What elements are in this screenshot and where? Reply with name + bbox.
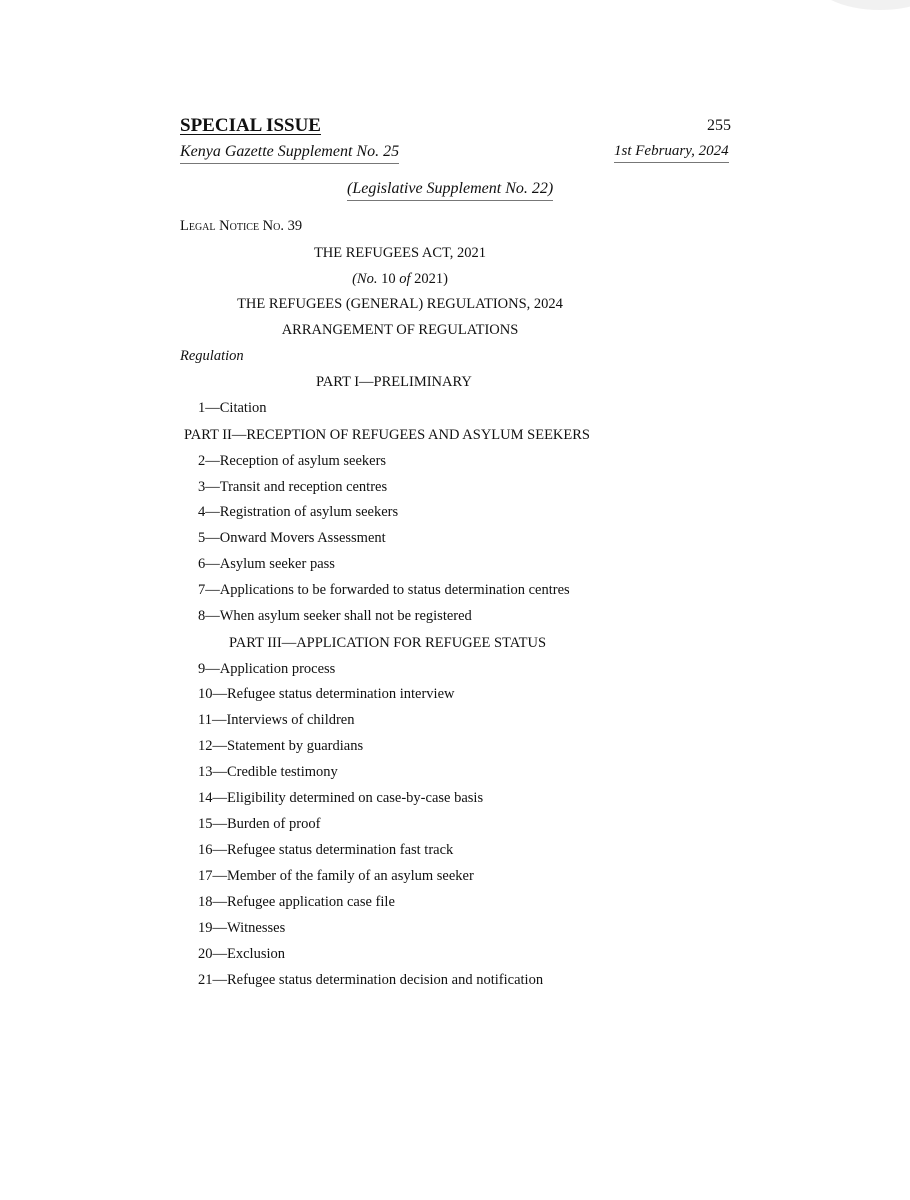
toc-item: 18—Refugee application case file (198, 894, 395, 910)
act-number-of: of (399, 271, 411, 287)
page-number: 255 (707, 117, 731, 134)
act-title: THE REFUGEES ACT, 2021 (313, 245, 487, 261)
act-number-value: 10 (381, 271, 396, 287)
toc-item: 12—Statement by guardians (198, 738, 364, 754)
toc-item: 1—Citation (198, 400, 267, 416)
regulations-title: THE REFUGEES (GENERAL) REGULATIONS, 2024 (237, 296, 563, 312)
toc-item: 14—Eligibility determined on case-by-case basis (198, 790, 484, 806)
legal-notice-number: 39 (287, 218, 303, 234)
gazette-supplement-line: Kenya Gazette Supplement No. 25 (180, 143, 399, 164)
act-number (180, 271, 620, 288)
publication-date: 1st February, 2024 (614, 143, 729, 163)
toc-item: 20—Exclusion (198, 946, 285, 962)
toc-item: 21—Refugee status determination decision and notification (198, 972, 544, 988)
toc-item: 2—Reception of asylum seekers (198, 453, 387, 469)
part-heading-1: PART I—PRELIMINARY (316, 374, 472, 390)
toc-item: 4—Registration of asylum seekers (198, 504, 399, 520)
legislative-supplement: (Legislative Supplement No. 22) (347, 180, 553, 201)
toc-item: 19—Witnesses (198, 920, 286, 936)
toc-item: 8—When asylum seeker shall not be registered (198, 608, 472, 624)
toc-item: 5—Onward Movers Assessment (198, 530, 386, 546)
part-heading-3: PART III—APPLICATION FOR REFUGEE STATUS (229, 635, 547, 651)
toc-item: 16—Refugee status determination fast track (198, 842, 454, 858)
toc-item: 17—Member of the family of an asylum seeker (198, 868, 474, 884)
toc-item: 10—Refugee status determination interview (198, 686, 455, 702)
act-number-prefix: (No. (352, 271, 378, 287)
part-heading-2: PART II—RECEPTION OF REFUGEES AND ASYLUM SEEKERS (184, 427, 590, 443)
act-number-year: 2021) (414, 271, 448, 287)
page-corner-shadow (810, 0, 910, 10)
legal-notice-label: Legal Notice No. (180, 218, 284, 234)
toc-item: 13—Credible testimony (198, 764, 338, 780)
regulation-column-label: Regulation (180, 348, 244, 364)
special-issue-heading: SPECIAL ISSUE (180, 115, 321, 136)
toc-item: 9—Application process (198, 661, 336, 677)
arrangement-title: ARRANGEMENT OF REGULATIONS (281, 322, 519, 338)
legal-notice-line (180, 218, 302, 235)
toc-item: 15—Burden of proof (198, 816, 321, 832)
toc-item: 7—Applications to be forwarded to status determination centres (198, 582, 570, 598)
toc-item: 3—Transit and reception centres (198, 479, 388, 495)
toc-item: 6—Asylum seeker pass (198, 556, 335, 572)
toc-item: 11—Interviews of children (198, 712, 355, 728)
